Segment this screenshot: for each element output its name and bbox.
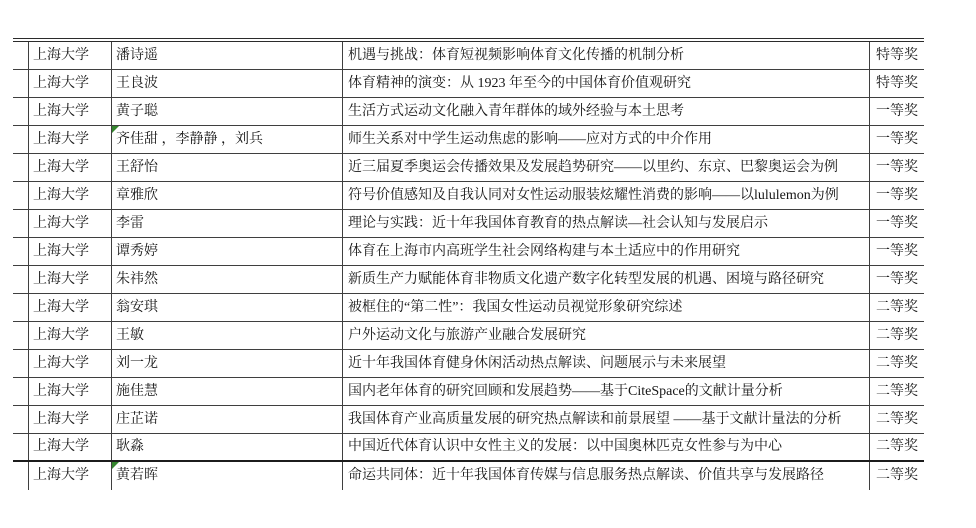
title-cell[interactable]: 命运共同体：近十年我国体育传媒与信息服务热点解读、价值共享与发展路径: [343, 462, 870, 490]
title-cell[interactable]: 师生关系对中学生运动焦虑的影响——应对方式的中介作用: [343, 126, 870, 153]
left-margin-cell: [13, 182, 29, 209]
award-cell[interactable]: 二等奖: [876, 299, 918, 315]
table-row: [13, 350, 924, 378]
university-cell[interactable]: 上海大学: [29, 322, 112, 349]
table-row: [13, 266, 924, 294]
university-cell[interactable]: 上海大学: [29, 434, 112, 460]
title-cell[interactable]: 近十年我国体育健身休闲活动热点解读、问题展示与未来展望: [343, 350, 870, 377]
university-cell[interactable]: 上海大学: [29, 154, 112, 181]
authors-cell[interactable]: 黄子聪: [112, 98, 343, 125]
left-margin-cell: [13, 322, 29, 349]
award-cell[interactable]: 特等奖: [876, 75, 918, 91]
award-cell[interactable]: 一等奖: [876, 187, 918, 203]
authors-cell[interactable]: 谭秀婷: [112, 238, 343, 265]
table-row: [13, 182, 924, 210]
award-cell[interactable]: 一等奖: [876, 103, 918, 119]
authors-cell[interactable]: 章雅欣: [112, 182, 343, 209]
left-margin-cell: [13, 210, 29, 237]
left-margin-cell: [13, 70, 29, 97]
table-row: [13, 42, 924, 70]
award-cell[interactable]: 二等奖: [876, 468, 918, 483]
university-cell[interactable]: 上海大学: [29, 294, 112, 321]
table-row: [13, 434, 924, 462]
title-cell[interactable]: 我国体育产业高质量发展的研究热点解读和前景展望 ——基于文献计量法的分析: [343, 406, 870, 433]
title-cell[interactable]: 被框住的“第二性”：我国女性运动员视觉形象研究综述: [343, 294, 870, 321]
table-row: [13, 238, 924, 266]
table-row: [13, 210, 924, 238]
left-margin-cell: [13, 294, 29, 321]
university-cell[interactable]: 上海大学: [29, 406, 112, 433]
left-margin-cell: [13, 266, 29, 293]
award-cell[interactable]: 一等奖: [876, 159, 918, 175]
title-cell[interactable]: 中国近代体育认识中女性主义的发展：以中国奥林匹克女性参与为中心: [343, 434, 870, 460]
title-cell[interactable]: 机遇与挑战：体育短视频影响体育文化传播的机制分析: [343, 42, 870, 69]
authors-cell[interactable]: 刘一龙: [112, 350, 343, 377]
award-cell[interactable]: 一等奖: [876, 215, 918, 231]
authors-cell[interactable]: 潘诗遥: [112, 42, 343, 69]
authors-cell[interactable]: 齐佳甜 ，李静静 ，刘兵: [112, 126, 343, 153]
left-margin-cell: [13, 154, 29, 181]
title-cell[interactable]: 体育在上海市内高班学生社会网络构建与本土适应中的作用研究: [343, 238, 870, 265]
table-row: [13, 462, 924, 490]
university-cell[interactable]: 上海大学: [29, 182, 112, 209]
left-margin-cell: [13, 42, 29, 69]
table-row: [13, 378, 924, 406]
award-cell[interactable]: 二等奖: [876, 355, 918, 371]
authors-cell[interactable]: 耿淼: [112, 434, 343, 460]
table-row: [13, 406, 924, 434]
authors-cell[interactable]: 王敏: [112, 322, 343, 349]
university-cell[interactable]: 上海大学: [29, 98, 112, 125]
left-margin-cell: [13, 434, 29, 460]
authors-cell[interactable]: 施佳慧: [112, 378, 343, 405]
title-cell[interactable]: 国内老年体育的研究回顾和发展趋势——基于CiteSpace的文献计量分析: [343, 378, 870, 405]
authors-cell[interactable]: 王良波: [112, 70, 343, 97]
title-cell[interactable]: 符号价值感知及自我认同对女性运动服装炫耀性消费的影响——以lululemon为例: [343, 182, 870, 209]
university-cell[interactable]: 上海大学: [29, 350, 112, 377]
left-margin-cell: [13, 378, 29, 405]
university-cell[interactable]: 上海大学: [29, 266, 112, 293]
table-row: [13, 154, 924, 182]
university-cell[interactable]: 上海大学: [29, 126, 112, 153]
title-cell[interactable]: 新质生产力赋能体育非物质文化遗产数字化转型发展的机遇、困境与路径研究: [343, 266, 870, 293]
title-cell[interactable]: 户外运动文化与旅游产业融合发展研究: [343, 322, 870, 349]
left-margin-cell: [13, 238, 29, 265]
table-row: [13, 322, 924, 350]
award-cell[interactable]: 特等奖: [876, 47, 918, 63]
left-margin-cell: [13, 406, 29, 433]
award-cell[interactable]: 二等奖: [876, 327, 918, 343]
cell-error-flag-icon: [112, 462, 119, 469]
title-cell[interactable]: 近三届夏季奥运会传播效果及发展趋势研究——以里约、东京、巴黎奥运会为例: [343, 154, 870, 181]
award-cell[interactable]: 一等奖: [876, 131, 918, 147]
table-row: [13, 294, 924, 322]
table-row: [13, 98, 924, 126]
authors-cell[interactable]: 庄芷诺: [112, 406, 343, 433]
authors-cell[interactable]: 王舒怡: [112, 154, 343, 181]
award-cell[interactable]: 二等奖: [876, 383, 918, 399]
university-cell[interactable]: 上海大学: [29, 70, 112, 97]
table-row: [13, 126, 924, 154]
award-cell[interactable]: 一等奖: [876, 271, 918, 287]
university-cell[interactable]: 上海大学: [29, 462, 112, 490]
title-cell[interactable]: 理论与实践：近十年我国体育教育的热点解读—社会认知与发展启示: [343, 210, 870, 237]
university-cell[interactable]: 上海大学: [29, 238, 112, 265]
table-row: [13, 70, 924, 98]
award-cell[interactable]: 二等奖: [876, 411, 918, 427]
authors-cell[interactable]: 朱祎然: [112, 266, 343, 293]
authors-cell[interactable]: 黄若晖: [112, 462, 343, 490]
cell-error-flag-icon: [112, 126, 119, 133]
university-cell[interactable]: 上海大学: [29, 42, 112, 69]
awards-table: [13, 42, 924, 490]
title-cell[interactable]: 体育精神的演变：从 1923 年至今的中国体育价值观研究: [343, 70, 870, 97]
left-margin-cell: [13, 126, 29, 153]
left-margin-cell: [13, 350, 29, 377]
award-cell[interactable]: 一等奖: [876, 243, 918, 259]
university-cell[interactable]: 上海大学: [29, 378, 112, 405]
authors-cell[interactable]: 翁安琪: [112, 294, 343, 321]
left-margin-cell: [13, 462, 29, 490]
award-cell[interactable]: 二等奖: [876, 439, 918, 454]
university-cell[interactable]: 上海大学: [29, 210, 112, 237]
title-cell[interactable]: 生活方式运动文化融入青年群体的域外经验与本土思考: [343, 98, 870, 125]
left-margin-cell: [13, 98, 29, 125]
authors-cell[interactable]: 李雷: [112, 210, 343, 237]
